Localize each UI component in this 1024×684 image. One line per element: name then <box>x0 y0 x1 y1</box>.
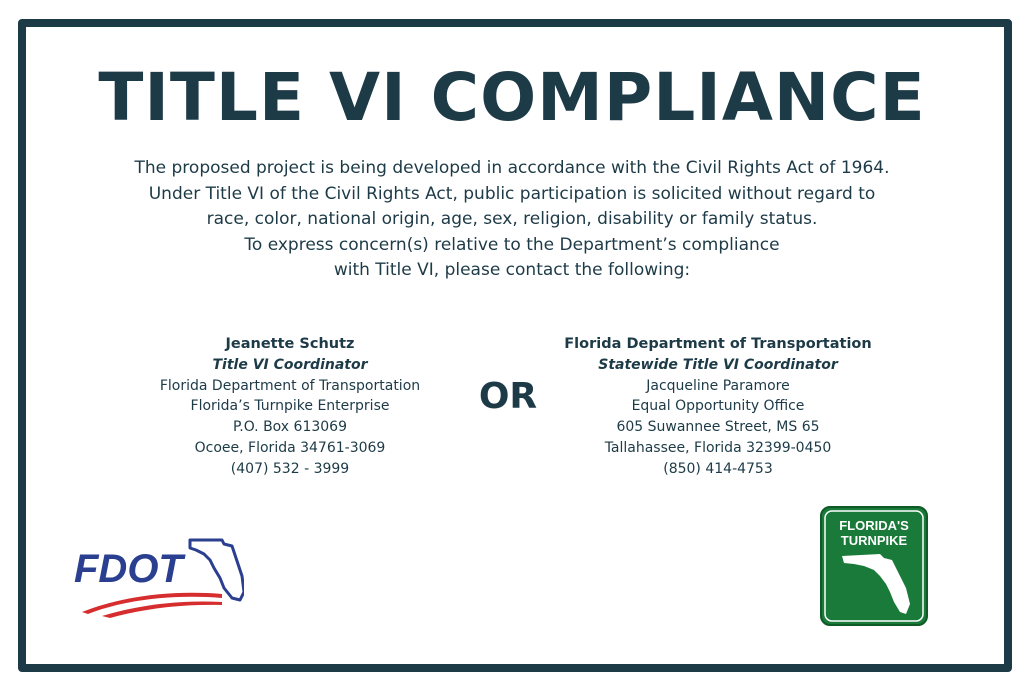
intro-paragraph <box>100 156 924 284</box>
contact-phone: (407) 532 - 3999 <box>230 460 350 477</box>
turnpike-wordmark-line2: TURNPIKE <box>840 533 908 548</box>
contact-line: P.O. Box 613069 <box>233 419 347 436</box>
contact-line: 605 Suwannee Street, MS 65 <box>616 419 820 436</box>
page-title: TITLE VI COMPLIANCE <box>98 59 926 136</box>
fdot-logo <box>72 532 244 618</box>
contact-name: Florida Department of Transportation <box>564 336 872 352</box>
contact-line: Equal Opportunity Office <box>631 398 805 415</box>
contact-line: Tallahassee, Florida 32399-0450 <box>604 439 832 456</box>
intro-line: with Title VI, please contact the following: <box>333 260 691 280</box>
contact-role: Title VI Coordinator <box>212 356 368 373</box>
intro-line: race, color, national origin, age, sex, religion, disability or family status. <box>206 209 818 229</box>
fdot-wordmark: FDOT <box>74 547 183 591</box>
intro-line: To express concern(s) relative to the Department’s compliance <box>244 234 780 255</box>
contact-line: Ocoee, Florida 34761-3069 <box>194 439 386 456</box>
or-separator: OR <box>478 376 538 417</box>
right-contact-block <box>548 334 888 480</box>
contact-name: Jeanette Schutz <box>225 336 355 352</box>
intro-line: The proposed project is being developed in accordance with the Civil Rights Act of 1964. <box>134 158 890 178</box>
florida-outline-icon <box>190 540 244 600</box>
contact-role: Statewide Title VI Coordinator <box>598 356 838 373</box>
contact-line: Florida’s Turnpike Enterprise <box>190 398 390 415</box>
turnpike-wordmark-line1: FLORIDA'S <box>839 518 909 533</box>
florida-turnpike-logo <box>820 506 928 626</box>
left-contact-block <box>130 334 450 480</box>
contact-line: Florida Department of Transportation <box>159 377 421 394</box>
intro-line: Under Title VI of the Civil Rights Act, public participation is solicited without regard to <box>148 183 876 204</box>
contact-phone: (850) 414-4753 <box>663 460 773 477</box>
contact-line: Jacqueline Paramore <box>646 377 790 394</box>
